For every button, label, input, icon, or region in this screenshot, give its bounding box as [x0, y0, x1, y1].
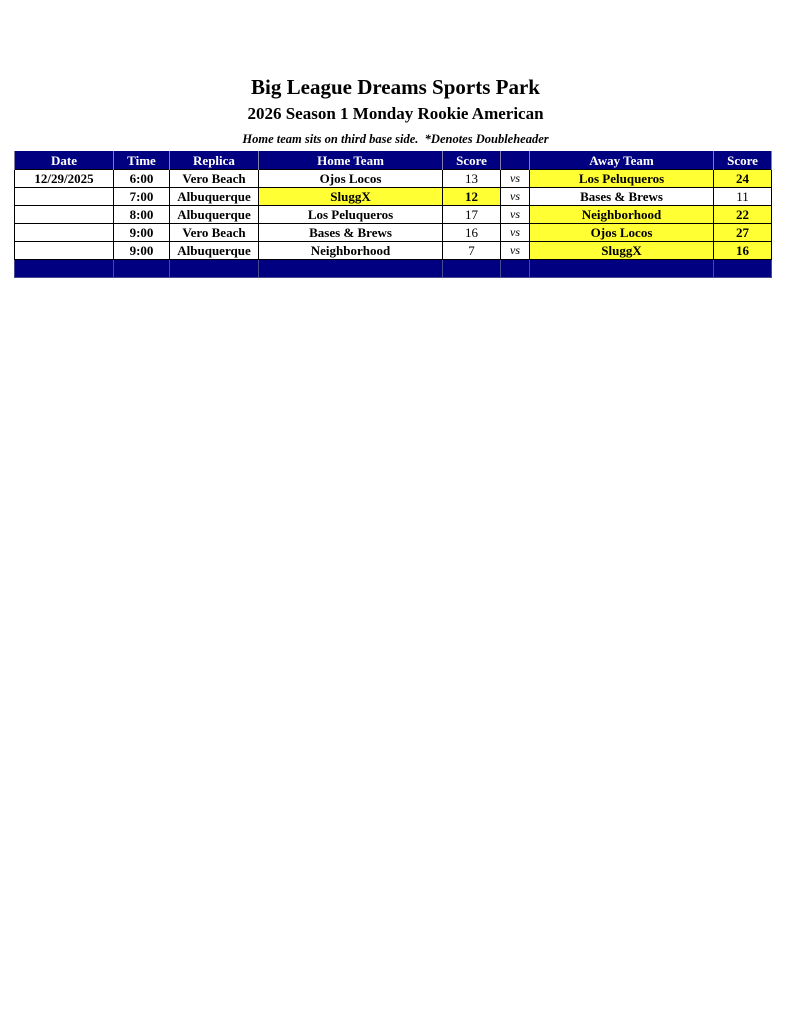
cell-away-team: Ojos Locos [530, 224, 714, 242]
cell-home-score: 17 [443, 206, 501, 224]
column-header-home-team: Home Team [259, 151, 443, 170]
footer-cell [170, 260, 259, 278]
column-header-vs [501, 151, 530, 170]
footer-cell [114, 260, 170, 278]
cell-away-score: 11 [714, 188, 772, 206]
cell-home-score: 13 [443, 170, 501, 188]
page-subtitle: 2026 Season 1 Monday Rookie American [247, 104, 544, 123]
cell-away-score: 27 [714, 224, 772, 242]
cell-away-score: 22 [714, 206, 772, 224]
table-row [15, 224, 772, 242]
cell-replica: Albuquerque [170, 242, 259, 260]
cell-home-score: 16 [443, 224, 501, 242]
cell-time: 8:00 [114, 206, 170, 224]
column-header-replica: Replica [170, 151, 259, 170]
cell-replica: Albuquerque [170, 188, 259, 206]
cell-time: 9:00 [114, 224, 170, 242]
cell-away-team: SluggX [530, 242, 714, 260]
cell-time: 9:00 [114, 242, 170, 260]
schedule-table [14, 151, 772, 278]
cell-home-score: 12 [443, 188, 501, 206]
table-row [15, 170, 772, 188]
cell-replica: Albuquerque [170, 206, 259, 224]
column-header-home-score: Score [443, 151, 501, 170]
cell-home-team: Ojos Locos [259, 170, 443, 188]
column-header-time: Time [114, 151, 170, 170]
column-header-away-score: Score [714, 151, 772, 170]
schedule-note: Home team sits on third base side. *Denotes Doubleheader [242, 132, 549, 146]
footer-cell [259, 260, 443, 278]
cell-home-team: Bases & Brews [259, 224, 443, 242]
cell-away-team: Neighborhood [530, 206, 714, 224]
footer-cell [501, 260, 530, 278]
cell-home-team: Neighborhood [259, 242, 443, 260]
cell-home-team: SluggX [259, 188, 443, 206]
footer-cell [714, 260, 772, 278]
cell-time: 7:00 [114, 188, 170, 206]
table-footer-bar [15, 260, 772, 278]
footer-cell [15, 260, 114, 278]
cell-home-score: 7 [443, 242, 501, 260]
column-header-away-team: Away Team [530, 151, 714, 170]
cell-home-team: Los Peluqueros [259, 206, 443, 224]
cell-vs: vs [501, 242, 530, 260]
cell-vs: vs [501, 224, 530, 242]
page-title: Big League Dreams Sports Park [251, 75, 540, 99]
cell-date [15, 224, 114, 242]
cell-vs: vs [501, 170, 530, 188]
cell-away-score: 24 [714, 170, 772, 188]
schedule-body [15, 170, 772, 260]
cell-vs: vs [501, 188, 530, 206]
table-row [15, 206, 772, 224]
cell-time: 6:00 [114, 170, 170, 188]
cell-date [15, 188, 114, 206]
column-header-date: Date [15, 151, 114, 170]
footer-cell [530, 260, 714, 278]
cell-away-team: Los Peluqueros [530, 170, 714, 188]
cell-date: 12/29/2025 [15, 170, 114, 188]
cell-date [15, 242, 114, 260]
cell-away-team: Bases & Brews [530, 188, 714, 206]
table-header-row [15, 151, 772, 170]
cell-vs: vs [501, 206, 530, 224]
cell-replica: Vero Beach [170, 224, 259, 242]
footer-cell [443, 260, 501, 278]
table-row [15, 188, 772, 206]
cell-away-score: 16 [714, 242, 772, 260]
cell-date [15, 206, 114, 224]
cell-replica: Vero Beach [170, 170, 259, 188]
table-row [15, 242, 772, 260]
